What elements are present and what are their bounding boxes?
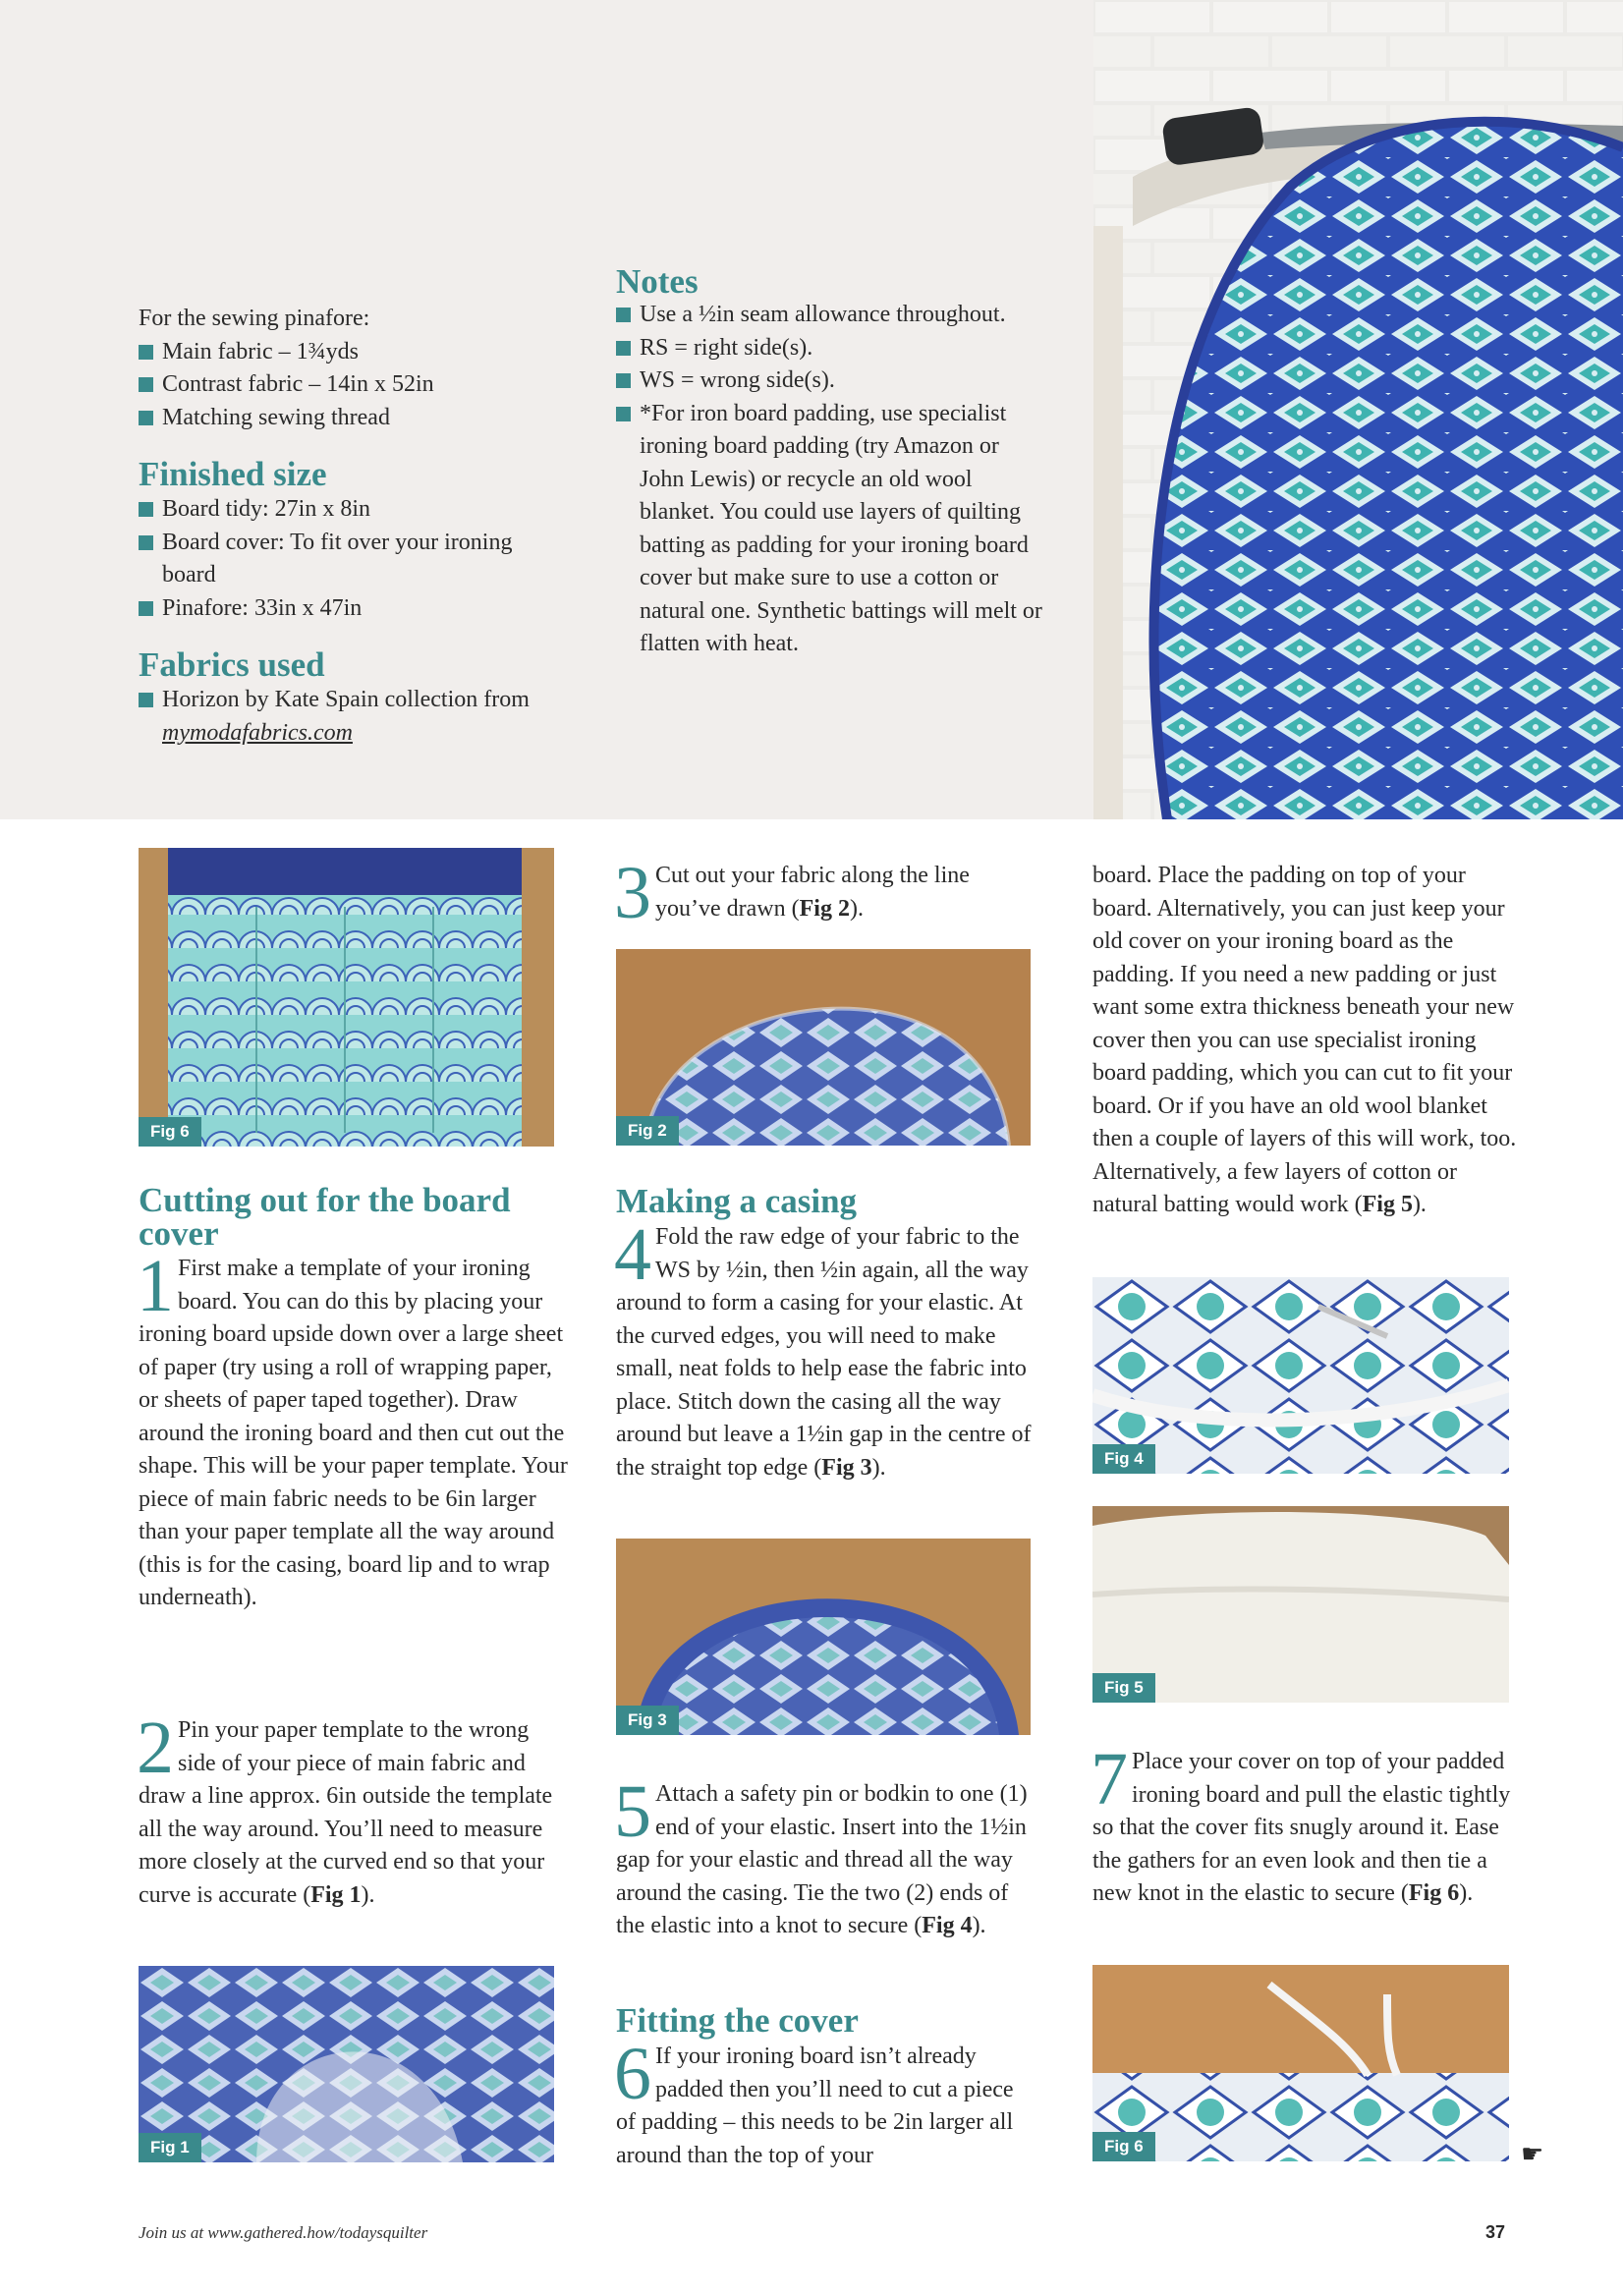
list-item: Use a ½in seam allowance throughout. <box>616 299 1048 332</box>
finished-size-heading: Finished size <box>139 455 327 493</box>
fabrics-text: Horizon by Kate Spain collection from <box>162 687 530 712</box>
list-item: *For iron board padding, use specialist ironing board padding (try Amazon or John Lewis) or recycle an old wool blanket. You could use layers of quilting batting as padding for your ironing board cover but make sure to use a cotton or natural one. Synthetic battings will melt or flatten with heat. <box>616 398 1048 661</box>
list-item: RS = right side(s). <box>616 332 1048 365</box>
figure-6-pockets <box>139 848 554 1147</box>
figure-label: Fig 1 <box>139 2133 201 2162</box>
step-number: 6 <box>614 2033 651 2115</box>
step-number: 5 <box>614 1770 651 1853</box>
fitting-cover-heading: Fitting the cover <box>616 2001 859 2040</box>
step-text: Pin your paper template to the wrong side of your piece of main fabric and draw a line approx. 6in outside the template all the way around. You’ll need to measure more closely at the curved end so that your curve is accurate ( <box>139 1717 553 1908</box>
figure-5-padding <box>1092 1506 1509 1703</box>
making-casing-heading: Making a casing <box>616 1182 858 1220</box>
finished-size-list <box>139 493 571 625</box>
figure-label: Fig 6 <box>139 1117 201 1147</box>
figure-6-finished-cover <box>1092 1965 1509 2161</box>
step-text: Cut out your fabric along the line you’ve drawn ( <box>655 863 970 922</box>
step-text: Attach a safety pin or bodkin to one (1) end of your elastic. Insert into the 1½in gap for your elastic and thread all the way around the casing. Tie the two (2) ends of the elastic into a knot to secure ( <box>616 1781 1028 1938</box>
figure-reference: Fig 3 <box>821 1454 872 1481</box>
sewing-list <box>139 336 571 435</box>
fabrics-link[interactable]: mymodafabrics.com <box>162 719 353 746</box>
cutting-heading: Cutting out for the board cover <box>139 1181 511 1253</box>
step-7 <box>1091 1738 1520 1911</box>
figure-1-template <box>139 1966 554 2162</box>
ironing-board-photo <box>1093 0 1623 819</box>
figure-label: Fig 4 <box>1092 1444 1155 1474</box>
step-4 <box>614 1213 1038 1484</box>
figure-2-cut-fabric <box>616 949 1031 1146</box>
step-text: Fold the raw edge of your fabric to the WS by ½in, then ½in again, all the way around to form a casing for your elastic. At the curved edges, you will need to make small, neat folds to help ease the fabric into place. Stitch down the casing all the way around but leave a 1½in gap in the centre of the straight top edge ( <box>616 1224 1032 1481</box>
step-text-end: ). <box>1412 1192 1427 1217</box>
step-text-end: ). <box>849 895 864 922</box>
notes-list <box>616 299 1048 661</box>
sewing-intro: For the sewing pinafore: <box>139 306 370 331</box>
figure-4-elastic <box>1092 1277 1509 1474</box>
step-text-end: ). <box>1459 1880 1474 1906</box>
figure-reference: Fig 5 <box>1362 1192 1413 1217</box>
notes-block <box>616 262 1048 661</box>
fabrics-list <box>139 684 571 750</box>
figure-label: Fig 6 <box>1092 2132 1155 2161</box>
step-number: 1 <box>137 1245 174 1327</box>
step-number: 3 <box>614 852 651 934</box>
figure-reference: Fig 4 <box>922 1913 973 1938</box>
figure-reference: Fig 1 <box>310 1881 362 1908</box>
step-3 <box>614 852 1038 934</box>
figure-3-casing <box>616 1539 1031 1735</box>
step-6-continued <box>1092 860 1520 1222</box>
step-6 <box>614 2033 1038 2172</box>
requirements-block <box>139 303 571 750</box>
step-text: board. Place the padding on top of your board. Alternatively, you can just keep your old cover on your ironing board as the padding. If you need a new padding or just want some extra thickness beneath your new cover then you can use specialist ironing board padding, which you can cut to fit your board. Or if you have an old wool blanket then a couple of layers of this will work, too. Alternatively, a few layers of cotton or natural batting would work ( <box>1092 863 1517 1217</box>
step-text-end: ). <box>871 1454 886 1481</box>
list-item: Pinafore: 33in x 47in <box>139 592 571 626</box>
step-2 <box>137 1707 571 1912</box>
step-text: If your ironing board isn’t already padded then you’ll need to cut a piece of padding – this needs to be 2in larger all around than the top of your <box>616 2044 1014 2168</box>
step-number: 4 <box>614 1213 651 1296</box>
continue-arrow-icon: ☛ <box>1521 2140 1544 2168</box>
step-number: 7 <box>1091 1738 1128 1820</box>
list-item <box>139 684 571 750</box>
notes-heading: Notes <box>616 262 699 301</box>
figure-label: Fig 3 <box>616 1706 679 1735</box>
figure-label: Fig 2 <box>616 1116 679 1146</box>
figure-label: Fig 5 <box>1092 1673 1155 1703</box>
footer-url[interactable]: Join us at www.gathered.how/todaysquilter <box>139 2223 428 2242</box>
step-text-end: ). <box>361 1881 375 1908</box>
figure-reference: Fig 6 <box>1408 1880 1460 1906</box>
step-text-end: ). <box>972 1913 986 1938</box>
list-item: Contrast fabric – 14in x 52in <box>139 368 571 402</box>
list-item: Board tidy: 27in x 8in <box>139 493 571 527</box>
step-1 <box>137 1245 571 1615</box>
step-5 <box>614 1770 1038 1943</box>
list-item: Board cover: To fit over your ironing board <box>139 527 571 592</box>
list-item: WS = wrong side(s). <box>616 364 1048 398</box>
step-text: Place your cover on top of your padded ironing board and pull the elastic tightly so that the cover fits snugly around it. Ease the gathers for an even look and then tie a new knot in the elastic to secure ( <box>1092 1749 1511 1906</box>
list-item: Matching sewing thread <box>139 402 571 435</box>
step-text: First make a template of your ironing board. You can do this by placing your ironing board upside down over a large sheet of paper (try using a roll of wrapping paper, or sheets of paper taped together). Draw around the ironing board and then cut out the shape. This will be your paper template. Your piece of main fabric needs to be 6in larger than your paper template all the way around (this is for the casing, board lip and to wrap underneath). <box>139 1256 568 1610</box>
list-item: Main fabric – 1¾yds <box>139 336 571 369</box>
step-number: 2 <box>137 1707 174 1789</box>
page-number: 37 <box>1485 2222 1506 2242</box>
fabrics-used-heading: Fabrics used <box>139 645 325 684</box>
figure-reference: Fig 2 <box>799 895 850 922</box>
